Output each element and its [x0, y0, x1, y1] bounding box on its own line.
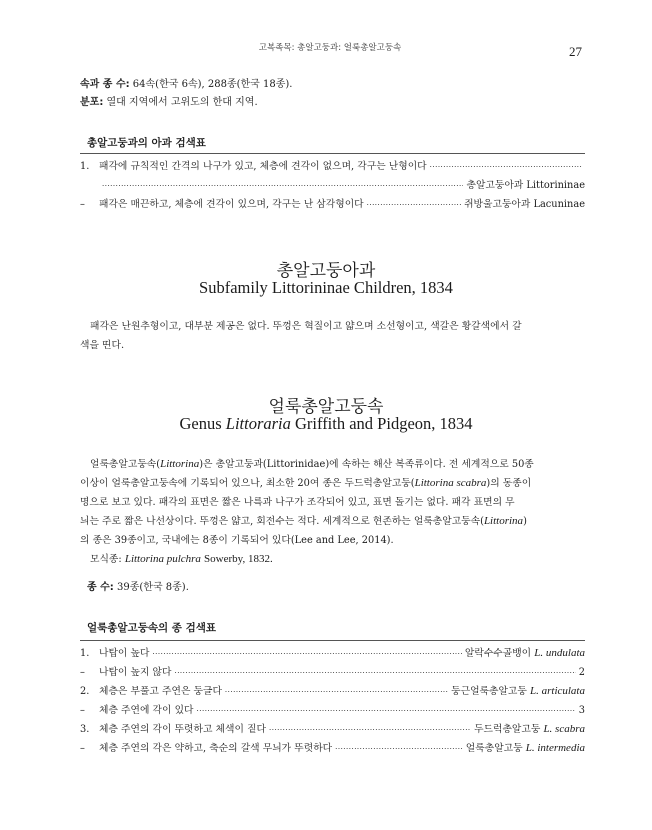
species-count-value: 39종(한국 8종).	[117, 582, 189, 593]
type-species-line: 모식종: Littorina pulchra Sowerby, 1832.	[90, 553, 273, 565]
leader-dots	[102, 182, 463, 190]
species-key-table	[80, 645, 585, 759]
key-row: – 나탑이 높지 않다 ····· 2	[80, 664, 585, 683]
genus-description	[80, 455, 588, 569]
genera-label: 속과 종 수:	[80, 79, 130, 90]
key-row: 2. 체층은 부풀고 주연은 둥글다 ····· 둥근얼룩총알고둥 L. articulata	[80, 683, 585, 702]
key-top-rule	[80, 640, 585, 641]
text-line: 색을 띤다.	[80, 340, 125, 351]
leader-dots	[152, 650, 461, 658]
distribution-label: 분포:	[80, 97, 104, 108]
page-number: 27	[569, 44, 582, 59]
leader-dots	[225, 688, 448, 696]
leader-dots	[367, 201, 461, 209]
leader-dots	[335, 745, 463, 753]
key-row: – 체층 주연의 각은 약하고, 축순의 갈색 무늬가 뚜렷하다 ····· 얼룩총알고둥 L. intermedia	[80, 740, 585, 759]
genus-title-authority: Griffith and Pidgeon, 1834	[295, 414, 473, 433]
key-row-text: 패각에 규칙적인 간격의 나구가 있고, 체층에 견각이 없으며, 각구는 난형이다	[99, 161, 427, 172]
text-line: 늬는 주로 짧은 나선상이다. 뚜껑은 얇고, 회전수는 적다. 세계적으로 현존하는 얼룩총알고둥속(Littorina)	[80, 515, 527, 527]
species-count-label: 종 수:	[87, 582, 114, 593]
genus-title-korean: 얼룩총알고둥속	[268, 397, 384, 417]
species-count	[80, 580, 585, 596]
subfamily-key-heading: 총알고둥과의 아과 검색표	[87, 137, 206, 149]
text-line: 패각은 난원추형이고, 대부분 제공은 없다. 뚜껑은 혁질이고 얇으며 소선형이고, 색갈은 황갈색에서 갈	[90, 321, 522, 332]
distribution-value: 열대 지역에서 고위도의 한대 지역.	[106, 97, 258, 108]
genus-title-prefix: Genus	[179, 414, 222, 433]
subfamily-title-english: Subfamily Littorininae Children, 1834	[199, 278, 453, 297]
subfamily-key-table	[80, 158, 585, 215]
text-line: 명으로 보고 있다. 패각의 표면은 짧은 나륵과 나구가 조각되어 있고, 표면 돌기는 없다. 패각 표면의 무	[80, 497, 515, 508]
key-top-rule	[80, 153, 585, 154]
key-row-number: 1.	[80, 161, 90, 172]
subfamily-description	[80, 317, 588, 355]
species-key-heading: 얼룩총알고둥속의 종 검색표	[87, 622, 217, 634]
text-line: 이상이 얼룩총알고둥속에 기록되어 있으나, 최소한 20여 종은 두드럭총알고둥(Littorina scabra)의 동종이	[80, 477, 532, 489]
key-row: 3. 체층 주연의 각이 뚜렷하고 체색이 짙다 ····· 두드럭총알고둥 L. scabra	[80, 721, 585, 740]
family-info	[80, 76, 585, 112]
genera-value: 64속(한국 6속), 288종(한국 18종).	[132, 79, 293, 90]
leader-dots	[197, 707, 576, 715]
genus-title-english	[0, 414, 652, 434]
genus-title-name: Littoraria	[225, 414, 291, 433]
key-row-text: 패각은 매끈하고, 체층에 견각이 있으며, 각구는 난 삼각형이다	[99, 199, 364, 210]
key-row-result: 총알고둥아과 Littorininae	[466, 180, 585, 191]
leader-dots	[269, 726, 471, 734]
subfamily-title-korean: 총알고둥아과	[276, 261, 376, 281]
key-row: – 체층 주연에 각이 있다 ····· 3	[80, 702, 585, 721]
key-row	[80, 177, 585, 196]
key-row: 1. 나탑이 높다 ····· 알락수수골뱅이 L. undulata	[80, 645, 585, 664]
leader-dots	[174, 669, 575, 677]
text-line: 얼룩총알고둥속(Littorina)은 총알고둥과(Littorinidae)에 속하는 해산 복족류이다. 전 세계적으로 50종	[90, 458, 534, 470]
text-line: 의 종은 39종이고, 국내에는 8종이 기록되어 있다(Lee and Lee, 2014).	[80, 535, 394, 546]
leader-dots	[430, 163, 582, 171]
key-row	[80, 196, 585, 215]
key-row	[80, 158, 585, 177]
key-row-number: –	[80, 199, 85, 210]
running-head: 고복족목: 총알고둥과: 얼룩총알고둥속	[258, 43, 402, 53]
key-row-result: 쥐방울고둥아과 Lacuninae	[464, 199, 585, 210]
